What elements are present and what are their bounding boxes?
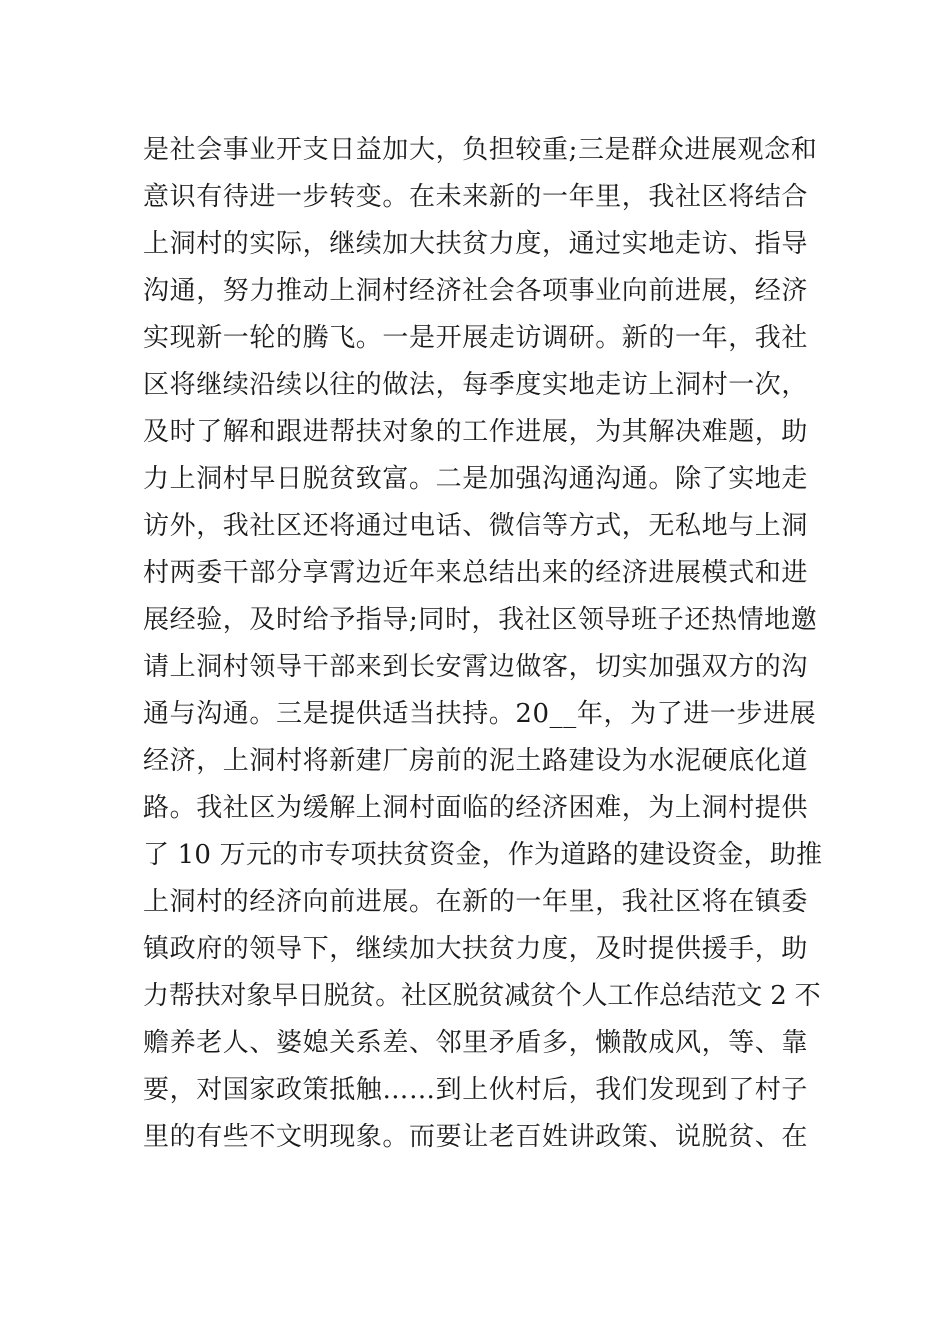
text-line: 了 10 万元的市专项扶贫资金，作为道路的建设资金，助推 [143,840,823,870]
text-line: 力上洞村早日脱贫致富。二是加强沟通沟通。除了实地走 [143,464,809,494]
body-text [143,127,823,1161]
text-line: 沟通，努力推动上洞村经济社会各项事业向前进展，经济 [143,276,809,306]
text-line: 意识有待进一步转变。在未来新的一年里，我社区将结合 [143,182,809,212]
text-line: 访外，我社区还将通过电话、微信等方式，无私地与上洞 [143,511,809,541]
text-line: 上洞村的实际，继续加大扶贫力度，通过实地走访、指导 [143,229,809,259]
text-line: 展经验，及时给予指导;同时，我社区领导班子还热情地邀 [143,605,818,635]
text-line: 及时了解和跟进帮扶对象的工作进展，为其解决难题，助 [143,417,809,447]
text-line: 里的有些不文明现象。而要让老百姓讲政策、说脱贫、在 [143,1122,809,1152]
text-line: 村两委干部分享霄边近年来总结出来的经济进展模式和进 [143,558,809,588]
text-line: 上洞村的经济向前进展。在新的一年里，我社区将在镇委 [143,887,809,917]
text-line: 力帮扶对象早日脱贫。社区脱贫减贫个人工作总结范文 2 不 [143,981,821,1011]
text-line: 镇政府的领导下，继续加大扶贫力度，及时提供援手，助 [143,934,809,964]
text-line: 路。我社区为缓解上洞村面临的经济困难，为上洞村提供 [143,793,809,823]
text-line: 是社会事业开支日益加大，负担较重;三是群众进展观念和 [143,135,818,165]
text-line: 经济，上洞村将新建厂房前的泥土路建设为水泥硬底化道 [143,746,809,776]
text-line: 实现新一轮的腾飞。一是开展走访调研。新的一年，我社 [143,323,809,353]
text-line: 通与沟通。三是提供适当扶持。20__年，为了进一步进展 [143,699,817,729]
text-line: 区将继续沿续以往的做法，每季度实地走访上洞村一次， [143,370,809,400]
text-line: 请上洞村领导干部来到长安霄边做客，切实加强双方的沟 [143,652,809,682]
text-line: 赡养老人、婆媳关系差、邻里矛盾多，懒散成风，等、靠 [143,1028,809,1058]
text-line: 要，对国家政策抵触……到上伙村后，我们发现到了村子 [143,1075,809,1105]
